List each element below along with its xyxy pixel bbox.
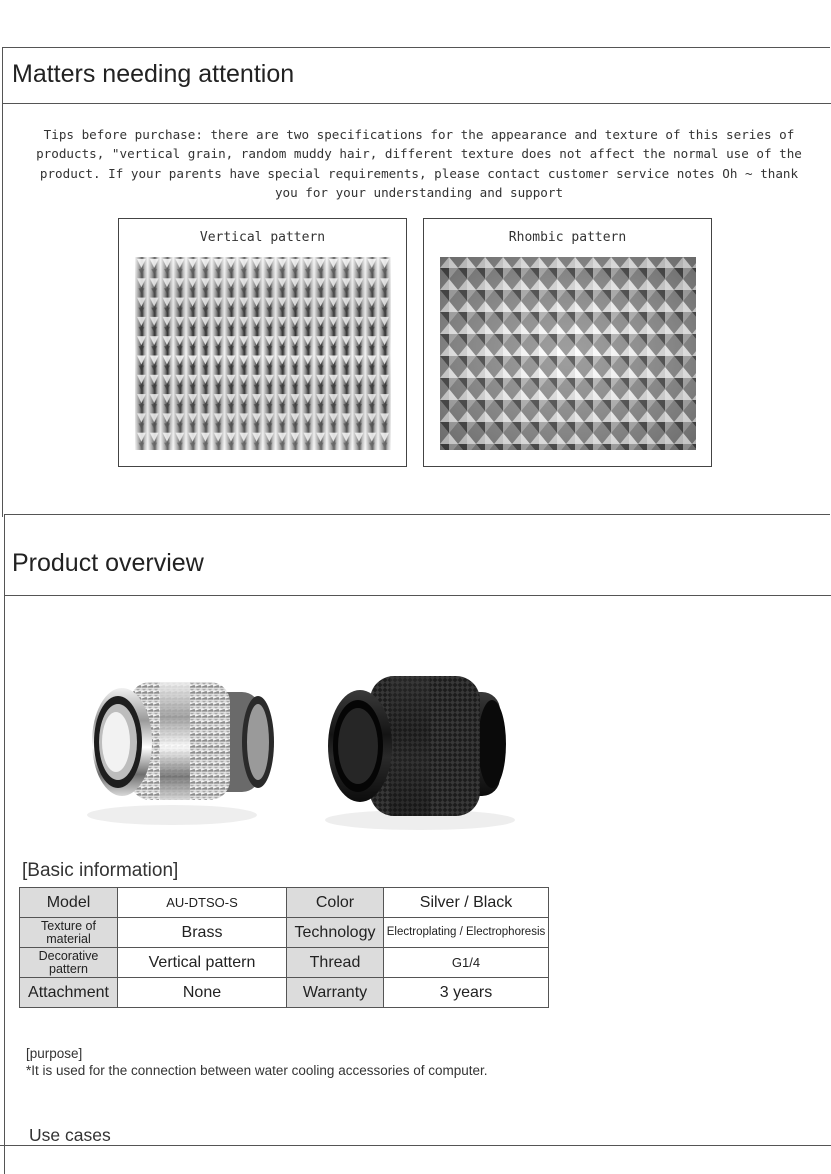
product-photo bbox=[60, 640, 540, 840]
thread-value: G1/4 bbox=[384, 948, 549, 978]
basic-information-title: [Basic information] bbox=[22, 860, 179, 881]
table-row bbox=[20, 978, 549, 1008]
vertical-pattern-image bbox=[135, 257, 391, 450]
warranty-value: 3 years bbox=[384, 978, 549, 1008]
purpose-text: *It is used for the connection between water cooling accessories of computer. bbox=[26, 1063, 488, 1078]
technology-label: Technology bbox=[287, 918, 384, 948]
overview-divider bbox=[4, 595, 831, 596]
basic-information-table bbox=[19, 887, 549, 1008]
attention-divider bbox=[2, 103, 831, 104]
black-fitting bbox=[325, 676, 515, 830]
rhombic-pattern-panel bbox=[423, 218, 712, 467]
overview-title: Product overview bbox=[12, 549, 204, 577]
attachment-label: Attachment bbox=[20, 978, 118, 1008]
rhombic-pattern-caption: Rhombic pattern bbox=[508, 230, 627, 245]
model-label: Model bbox=[20, 888, 118, 918]
vertical-pattern-caption: Vertical pattern bbox=[199, 230, 326, 245]
rhombic-pattern-image bbox=[440, 257, 696, 450]
material-value: Brass bbox=[118, 918, 287, 948]
material-label: Texture of material bbox=[20, 918, 118, 948]
pattern-label: Decorative pattern bbox=[20, 948, 118, 978]
table-row bbox=[20, 948, 549, 978]
table-row bbox=[20, 918, 549, 948]
use-cases-title: Use cases bbox=[29, 1125, 111, 1145]
model-value: AU-DTSO-S bbox=[118, 888, 287, 918]
table-row bbox=[20, 888, 549, 918]
attention-title: Matters needing attention bbox=[12, 60, 295, 88]
thread-label: Thread bbox=[287, 948, 384, 978]
use-cases-divider bbox=[0, 1145, 831, 1146]
purpose-label: [purpose] bbox=[26, 1046, 83, 1061]
technology-value: Electroplating / Electrophoresis bbox=[384, 918, 549, 948]
vertical-pattern-panel bbox=[118, 218, 407, 467]
purchase-tips: Tips before purchase: there are two specifications for the appearance and texture of this series of products, "vertical grain, random muddy hair, different texture does not affect the normal use of the product. If your parents have special requirements, please contact customer service notes Oh ~ thank you for your understanding and support bbox=[36, 127, 802, 200]
warranty-label: Warranty bbox=[287, 978, 384, 1008]
pattern-value: Vertical pattern bbox=[118, 948, 287, 978]
color-value: Silver / Black bbox=[384, 888, 549, 918]
color-label: Color bbox=[287, 888, 384, 918]
attachment-value: None bbox=[118, 978, 287, 1008]
silver-fitting bbox=[87, 682, 274, 825]
